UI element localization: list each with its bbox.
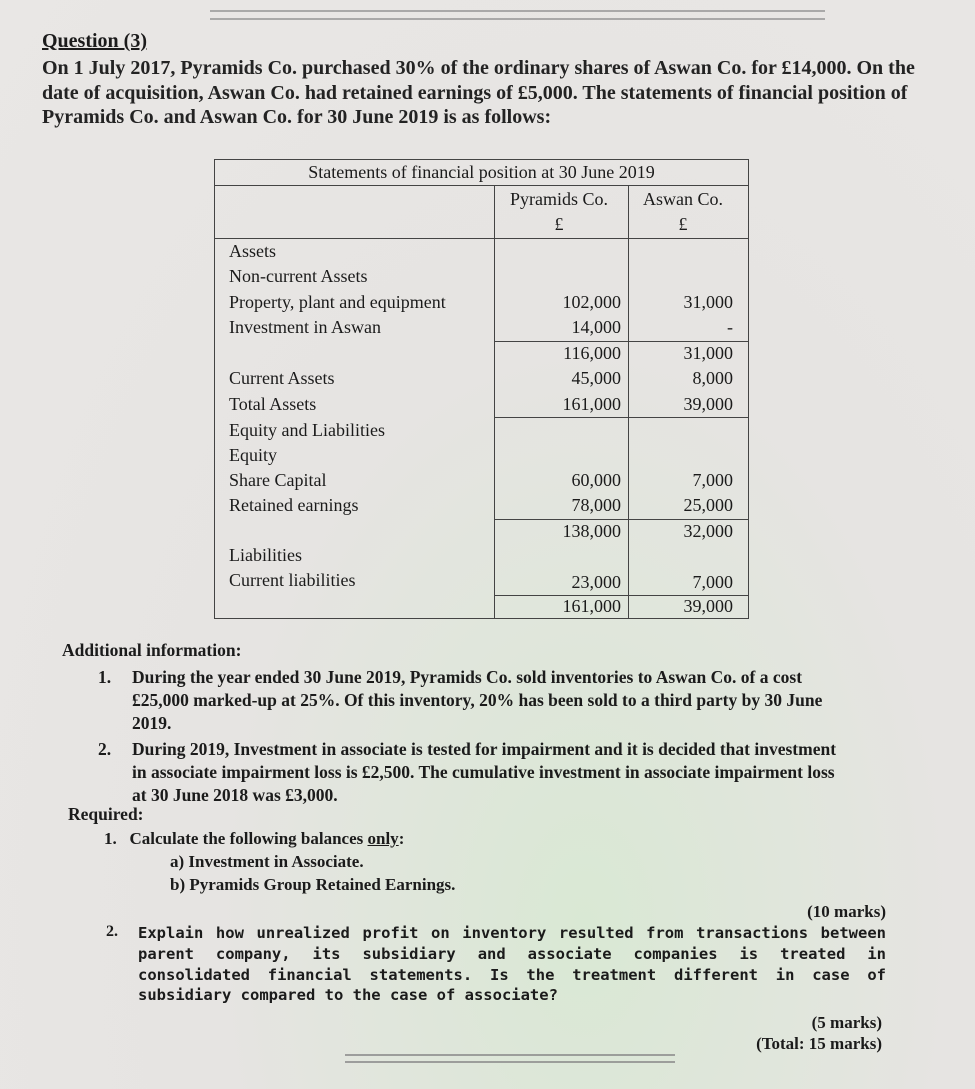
table-divider (494, 186, 495, 618)
subtotal-aswan: 31,000 (683, 343, 733, 363)
table-divider (494, 417, 748, 418)
table-divider (628, 186, 629, 618)
row-label: Property, plant and equipment (229, 292, 446, 312)
item-line: in associate impairment loss is £2,500. The cumulative investment in associate impairment loss (132, 762, 835, 782)
total-marks: (Total: 15 marks) (756, 1034, 882, 1053)
question-intro (42, 56, 942, 130)
row-value-aswan: 7,000 (692, 470, 733, 490)
row-value-pyramids: 14,000 (571, 317, 621, 337)
item-number: 1. (98, 667, 112, 687)
item-text (132, 666, 822, 735)
item-line: at 30 June 2018 was £3,000. (132, 785, 338, 805)
required-q1a: a) Investment in Associate. (170, 852, 364, 871)
row-label: Assets (229, 241, 277, 261)
required-q1b: b) Pyramids Group Retained Earnings. (170, 875, 456, 894)
item-line: During 2019, Investment in associate is tested for impairment and it is decided that investment (132, 739, 837, 759)
item-text (132, 738, 836, 807)
currency-pyramids: £ (554, 214, 564, 234)
row-label: Share Capital (229, 470, 327, 490)
sofp-caption: Statements of financial position at 30 June 2019 (215, 160, 748, 186)
total-pyramids: 161,000 (562, 596, 621, 616)
item-line: £25,000 marked-up at 25%. Of this inventory, 20% has been sold to a third party by 30 June (132, 690, 823, 710)
additional-info-heading: Additional information: (62, 640, 242, 660)
row-label: Liabilities (229, 545, 302, 565)
total-pyramids: 161,000 (562, 394, 621, 414)
row-value-pyramids: 45,000 (571, 368, 621, 388)
item-number: 2. (98, 739, 112, 759)
row-value-pyramids: 78,000 (571, 495, 621, 515)
row-value-aswan: 25,000 (683, 495, 733, 515)
q1-number: 1. (104, 829, 117, 848)
row-value-pyramids: 23,000 (571, 572, 621, 592)
row-value-aswan: - (727, 317, 733, 337)
intro-line: Pyramids Co. and Aswan Co. for 30 June 2019 is as follows: (42, 106, 552, 128)
q1-marks: (10 marks) (807, 902, 886, 921)
question-title: Question (3) (42, 30, 147, 52)
col-header-pyramids: Pyramids Co. (509, 189, 608, 209)
additional-item (98, 738, 918, 810)
row-label: Non-current Assets (229, 266, 368, 286)
additional-item (98, 666, 918, 738)
total-aswan: 39,000 (683, 394, 733, 414)
currency-aswan: £ (678, 214, 688, 234)
top-divider-rule (210, 10, 825, 20)
row-label: Retained earnings (229, 495, 359, 515)
intro-line: date of acquisition, Aswan Co. had retained earnings of £5,000. The statements of financial position of (42, 81, 908, 104)
row-value-pyramids: 60,000 (571, 470, 621, 490)
row-value-aswan: 7,000 (692, 572, 733, 592)
row-value-aswan: 31,000 (683, 292, 733, 312)
q2-marks: (5 marks) (811, 1013, 882, 1032)
q1-emphasis: only (367, 829, 399, 848)
required-q1 (104, 829, 404, 849)
required-heading: Required: (68, 804, 144, 824)
row-label: Current liabilities (229, 570, 356, 590)
row-label: Investment in Aswan (229, 317, 381, 337)
q2-text: Explain how unrealized profit on inventory resulted from transactions between parent company, its subsidiary and associate companies is treated in consolidated financial statements. Is the treatment different in case of subsidiary compared to the case of associate? (138, 924, 886, 1005)
row-label: Current Assets (229, 368, 335, 388)
row-value-pyramids: 102,000 (562, 292, 621, 312)
item-line: During the year ended 30 June 2019, Pyramids Co. sold inventories to Aswan Co. of a cost (132, 667, 803, 687)
q2-number: 2. (106, 923, 118, 940)
row-label: Total Assets (229, 394, 317, 414)
row-label: Equity (229, 445, 277, 465)
subtotal-pyramids: 138,000 (562, 521, 621, 541)
q1-text: Calculate the following balances (129, 829, 364, 848)
sofp-table (214, 159, 749, 619)
row-label: Equity and Liabilities (229, 420, 385, 440)
subtotal-pyramids: 116,000 (563, 343, 621, 363)
q1-colon: : (398, 829, 405, 848)
intro-line: On 1 July 2017, Pyramids Co. purchased 30% of the ordinary shares of Aswan Co. for £14,000. On the (42, 57, 915, 79)
item-line: 2019. (132, 713, 172, 733)
table-divider (215, 238, 748, 239)
bottom-divider-rule (345, 1054, 675, 1063)
total-aswan: 39,000 (683, 596, 733, 616)
col-header-aswan: Aswan Co. (643, 189, 723, 209)
subtotal-aswan: 32,000 (683, 521, 733, 541)
row-value-aswan: 8,000 (692, 368, 733, 388)
